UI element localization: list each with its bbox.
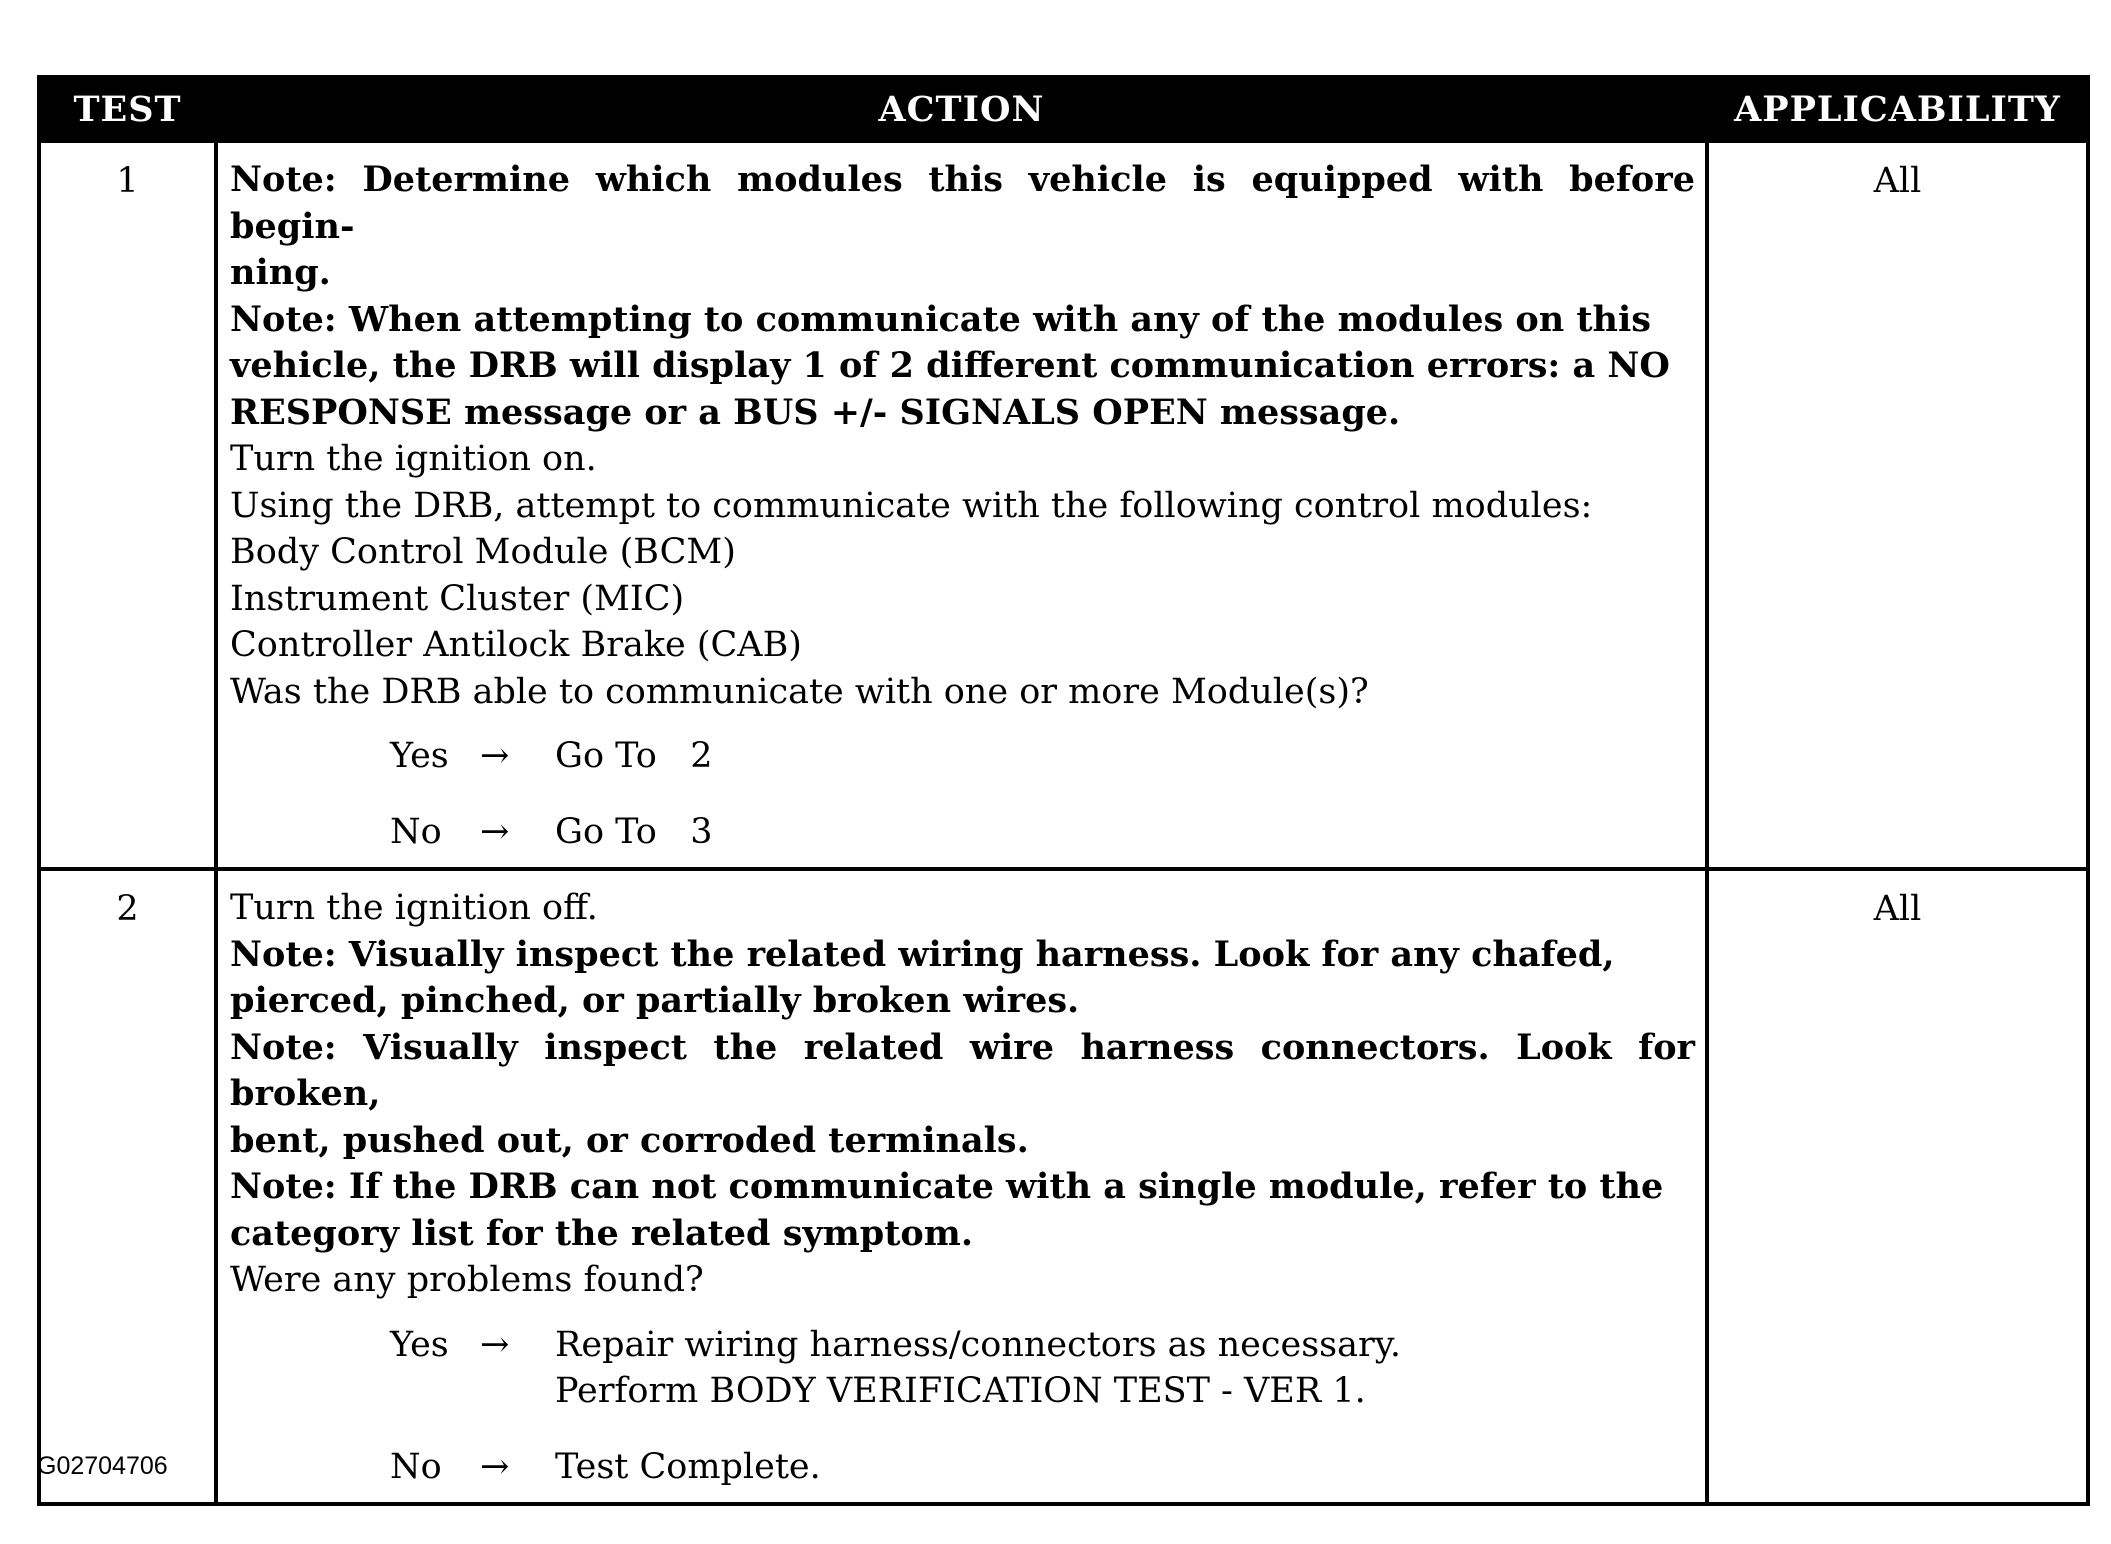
branch-no bbox=[230, 809, 1695, 855]
table-row bbox=[39, 869, 2088, 1504]
figure-id: G02704706 bbox=[37, 1452, 168, 1480]
note-line: Note: Visually inspect the related wiring harness. Look for any chafed, bbox=[230, 933, 1615, 975]
note-line: Note: Visually inspect the related wire harness connectors. Look for broken, bbox=[230, 1026, 1695, 1114]
arrow-right-icon: → bbox=[480, 1324, 510, 1365]
instruction-line: Controller Antilock Brake (CAB) bbox=[230, 625, 802, 665]
branch-list bbox=[230, 1322, 1695, 1490]
branch-label: Yes bbox=[390, 1324, 449, 1365]
header-applicability: APPLICABILITY bbox=[1707, 77, 2088, 141]
branch-result-line: Test Complete. bbox=[555, 1446, 821, 1487]
branch-list bbox=[230, 733, 1695, 855]
branch-no bbox=[230, 1444, 1695, 1490]
branch-result-line: Perform BODY VERIFICATION TEST - VER 1. bbox=[555, 1370, 1366, 1411]
note-line: RESPONSE message or a BUS +/- SIGNALS OPEN message. bbox=[230, 391, 1401, 433]
note-line: category list for the related symptom. bbox=[230, 1212, 973, 1254]
branch-result bbox=[555, 1322, 1695, 1414]
note-line: ning. bbox=[230, 252, 331, 293]
table-row bbox=[39, 141, 2088, 869]
arrow-right-icon: → bbox=[480, 812, 510, 852]
instruction-line: Using the DRB, attempt to communicate with the following control modules: bbox=[230, 485, 1593, 526]
instruction-line: Turn the ignition off. bbox=[230, 888, 598, 928]
branch-result bbox=[555, 733, 1695, 779]
test-number: 1 bbox=[39, 141, 216, 869]
branch-result-line: Repair wiring harness/connectors as necessary. bbox=[555, 1324, 1401, 1365]
instruction-line: Body Control Module (BCM) bbox=[230, 532, 736, 572]
note-line: pierced, pinched, or partially broken wires. bbox=[230, 980, 1080, 1021]
note-line: Note: Determine which modules this vehicle is equipped with before begin- bbox=[230, 159, 1695, 247]
branch-result-line: Go To 2 bbox=[555, 736, 713, 776]
branch-result-line: Go To 3 bbox=[555, 812, 713, 852]
branch-result bbox=[555, 1444, 1695, 1490]
branch-label: No bbox=[390, 1446, 442, 1487]
header-test: TEST bbox=[39, 77, 216, 141]
table-header-row bbox=[39, 77, 2088, 141]
branch-label: No bbox=[390, 812, 442, 852]
note-line: vehicle, the DRB will display 1 of 2 different communication errors: a NO bbox=[230, 345, 1670, 386]
instruction-line: Instrument Cluster (MIC) bbox=[230, 578, 685, 619]
action-cell bbox=[216, 141, 1707, 869]
test-number: 2 bbox=[39, 869, 216, 1504]
applicability-cell: All bbox=[1707, 141, 2088, 869]
arrow-right-icon: → bbox=[480, 736, 510, 776]
note-line: Note: If the DRB can not communicate with a single module, refer to the bbox=[230, 1166, 1664, 1207]
note-line: bent, pushed out, or corroded terminals. bbox=[230, 1119, 1029, 1161]
branch-yes bbox=[230, 1322, 1695, 1414]
arrow-right-icon: → bbox=[480, 1446, 510, 1487]
branch-label: Yes bbox=[390, 736, 449, 776]
note-line: Note: When attempting to communicate with any of the modules on this bbox=[230, 298, 1651, 340]
action-cell bbox=[216, 869, 1707, 1504]
branch-yes bbox=[230, 733, 1695, 779]
instruction-line: Were any problems found? bbox=[230, 1260, 704, 1300]
branch-result bbox=[555, 809, 1695, 855]
applicability-cell: All bbox=[1707, 869, 2088, 1504]
instruction-line: Was the DRB able to communicate with one or more Module(s)? bbox=[230, 671, 1369, 712]
diagnostic-test-table bbox=[37, 75, 2090, 1506]
header-action: ACTION bbox=[216, 77, 1707, 141]
instruction-line: Turn the ignition on. bbox=[230, 439, 597, 479]
